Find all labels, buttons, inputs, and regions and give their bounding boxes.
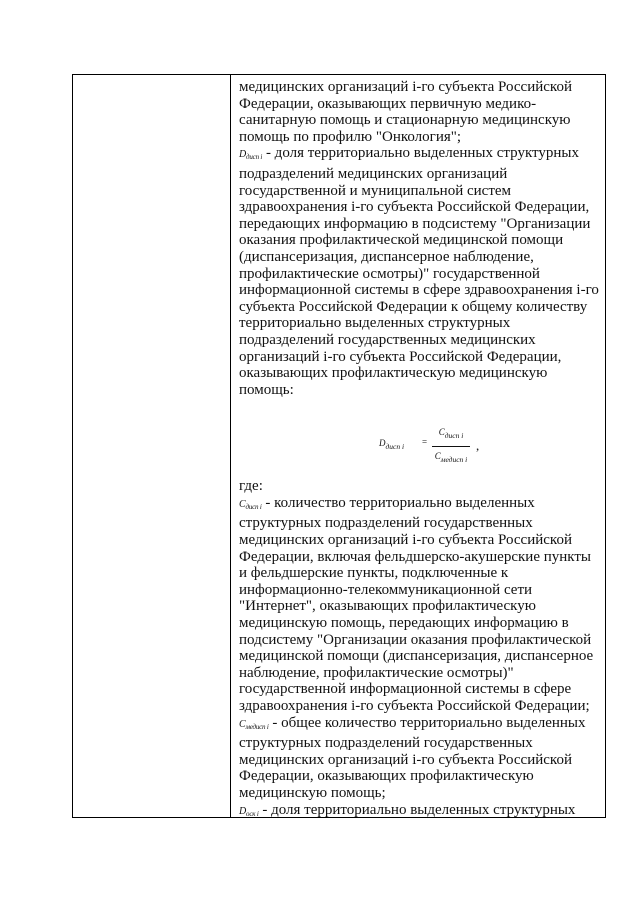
formula-numerator: $C_{дисп i}$ (432, 424, 470, 446)
definition-d-disp: $D_{дисп i}$ - доля территориально выделенных структурных подразделений медицинских организаций государственной и муниципальной систем здравоохранения i-го субъекта Российской Федерации, передающих информацию в подсистему "Организации оказания профилактической медицинской помощи (диспансеризация, диспансерное наблюдение, профилактические осмотры)" государственной информационной системы в сфере здравоохранения i-го субъекта Российской Федерации к общему количеству территориально выделенных структурных подразделений государственных медицинских организаций i-го субъекта Российской Федерации, оказывающих профилактическую медицинскую помощь: (239, 145, 599, 398)
formula-equals: = (422, 437, 428, 448)
formula-lhs: $D_{дисп i}$ (379, 438, 405, 452)
formula-denominator: $C_{медисп i}$ (434, 450, 468, 464)
definition-c-disp: $C_{дисп i}$ - количество территориально выделенных структурных подразделений государственных медицинских организаций i-го субъекта Российской Федерации, включая фельдшерско-акушерские пункты и фельдшерские пункты, подключенные к информационно-телекоммуникационной сети "Интернет", оказывающих профилактическую медицинскую помощь, передающих информацию в подсистему "Организации оказания профилактической медицинской помощи (диспансеризация, диспансерное наблюдение, профилактические осмотры)" государственной информационной системы в сфере здравоохранения i-го субъекта Российской Федерации; (239, 494, 594, 714)
table-left-column (73, 75, 231, 817)
formula-comma: , (476, 438, 480, 454)
symbol-c-medisp: $C_{медисп i}$ (239, 718, 269, 731)
symbol-d-disp: $D_{дисп i}$ (239, 149, 263, 162)
formula-fraction (432, 424, 470, 468)
table-right-column (231, 75, 605, 817)
where-label: где: (239, 478, 263, 495)
formula-d-disp (239, 412, 599, 470)
definition-d-osk: $D_{оск i}$ - доля территориально выделенных структурных (239, 801, 576, 817)
document-table (72, 74, 606, 818)
symbol-c-disp: $C_{дисп i}$ (239, 498, 262, 511)
text-block-organizations: медицинских организаций i-го субъекта Российской Федерации, оказывающих первичную медико-санитарную помощь и стационарную медицинскую помощь по профилю "Онкология"; (239, 79, 572, 145)
definition-c-medisp: $C_{медисп i}$ - общее количество территориально выделенных структурных подразделений государственных медицинских организаций i-го субъекта Российской Федерации, оказывающих профилактическую медицинскую помощь; (239, 714, 586, 801)
symbol-d-osk: $D_{оск i}$ (239, 805, 259, 817)
